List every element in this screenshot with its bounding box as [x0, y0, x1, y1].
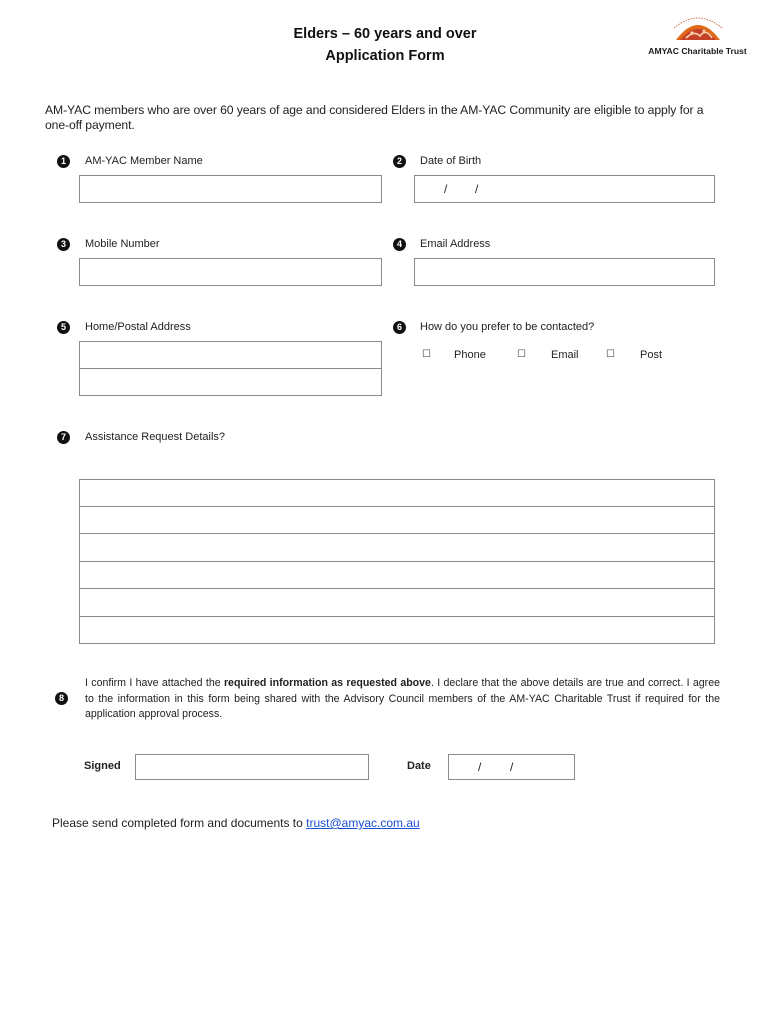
- signature-field[interactable]: [135, 754, 369, 780]
- checkbox-phone[interactable]: ☐: [422, 349, 431, 360]
- signature-date-field[interactable]: [448, 754, 575, 780]
- dob-label: Date of Birth: [420, 155, 482, 167]
- field-number-5: 5: [57, 321, 70, 334]
- contact-pref-label: How do you prefer to be contacted?: [420, 321, 595, 333]
- assistance-line-6[interactable]: [79, 616, 715, 644]
- option-post-label: Post: [640, 349, 663, 361]
- declaration-part1: I confirm I have attached the: [85, 677, 224, 689]
- checkbox-post[interactable]: ☐: [606, 349, 615, 360]
- amyac-logo-icon: [670, 16, 726, 44]
- dob-slash-2: /: [475, 182, 479, 196]
- logo-text: AMYAC Charitable Trust: [648, 46, 747, 56]
- mobile-label: Mobile Number: [85, 238, 160, 250]
- footer-instructions: Please send completed form and documents to: [52, 816, 307, 830]
- assistance-line-1[interactable]: [79, 479, 715, 507]
- dob-slash-1: /: [444, 182, 448, 196]
- declaration-part2: . I declare that the above details are true and correct. I agree to the information in this form being shared with the Advisory Council members of the AM-YAC Charitable Trust if required for the application approval process.: [85, 677, 720, 720]
- assistance-line-4[interactable]: [79, 561, 715, 589]
- assistance-line-2[interactable]: [79, 506, 715, 534]
- field-number-7: 7: [57, 431, 70, 444]
- field-number-2: 2: [393, 155, 406, 168]
- date-label: Date: [407, 760, 431, 772]
- field-number-4: 4: [393, 238, 406, 251]
- mobile-field[interactable]: [79, 258, 382, 286]
- checkbox-email[interactable]: ☐: [517, 349, 526, 360]
- form-title-line2: Application Form: [325, 48, 445, 64]
- address-label: Home/Postal Address: [85, 321, 191, 333]
- email-field[interactable]: [414, 258, 715, 286]
- trust-email-link[interactable]: trust@amyac.com.au: [306, 816, 420, 830]
- form-title-line1: Elders – 60 years and over: [293, 26, 477, 42]
- assistance-line-3[interactable]: [79, 533, 715, 562]
- logo: [640, 16, 755, 56]
- field-number-6: 6: [393, 321, 406, 334]
- address-field-line1[interactable]: [79, 341, 382, 369]
- address-field-line2[interactable]: [79, 368, 382, 396]
- field-number-1: 1: [57, 155, 70, 168]
- date-slash-2: /: [510, 760, 514, 774]
- declaration-text: [85, 676, 720, 723]
- option-email-label: Email: [551, 349, 579, 361]
- signed-label: Signed: [84, 760, 121, 772]
- assistance-line-5[interactable]: [79, 588, 715, 617]
- declaration-bold: required information as requested above: [223, 677, 431, 689]
- field-number-8: 8: [55, 692, 68, 705]
- member-name-field[interactable]: [79, 175, 382, 203]
- dob-field[interactable]: [414, 175, 715, 203]
- assistance-label: Assistance Request Details?: [85, 431, 226, 443]
- intro-text: AM-YAC members who are over 60 years of age and considered Elders in the AM-YAC Community are eligible to apply for a one-off payment.: [45, 103, 704, 132]
- member-name-label: AM-YAC Member Name: [85, 155, 203, 167]
- field-number-3: 3: [57, 238, 70, 251]
- footer-text: [52, 816, 420, 830]
- email-label: Email Address: [420, 238, 491, 250]
- date-slash-1: /: [478, 760, 482, 774]
- option-phone-label: Phone: [454, 349, 486, 361]
